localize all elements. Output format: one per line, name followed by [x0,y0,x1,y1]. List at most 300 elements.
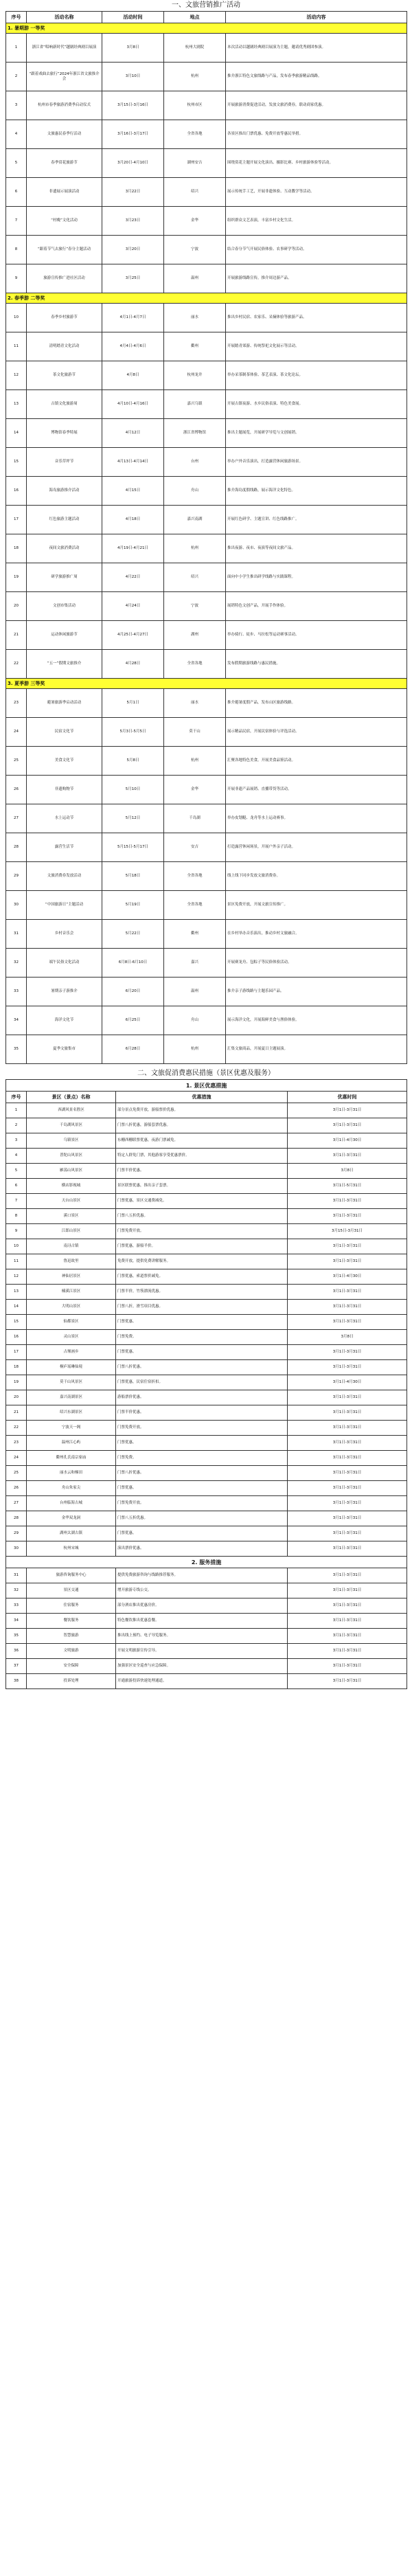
cell-place: 台州 [164,448,226,477]
cell-period: 3月1日-4月30日 [288,1133,407,1149]
cell-content: 推介海岛度假线路，展示海洋文化特色。 [226,477,407,506]
cell-no: 5 [6,149,27,178]
cell-name: 浙江省“唱响新时代”越剧经典剧目展演 [27,34,102,63]
cell-measure: 部分景点免费开放，游船票价优惠。 [116,1103,288,1118]
part-one-heading: 一、文旅营销推广活动 [172,1,240,9]
cell-place: 宁波 [164,592,226,621]
cell-name: 暑期亲子游推介 [27,978,102,1006]
table-row [6,1375,407,1390]
cell-time: 3月20日-4月10日 [102,149,164,178]
table-row [6,1405,407,1421]
cell-name: 投诉处理 [27,1674,116,1689]
cell-measure: 门票优惠。 [116,1436,288,1451]
cell-period: 3月1日-3月31日 [288,1436,407,1451]
cell-measure: 门票优惠，游船半价。 [116,1239,288,1254]
table-row [6,1390,407,1405]
phase-row [6,679,407,689]
cell-no: 31 [6,920,27,949]
cell-period: 3月1日-3月31日 [288,1659,407,1674]
cell-name: 古镇文化旅游周 [27,390,102,419]
cell-period: 3月1日-4月30日 [288,1269,407,1285]
cell-no: 28 [6,833,27,862]
table-row [6,1315,407,1330]
cell-content: 围绕赏花主题开展文化演出、摄影比赛、乡村旅游体验等活动。 [226,149,407,178]
cell-content: 组织群众文艺表演，丰富乡村文化生活。 [226,207,407,236]
cell-content: 举办户外音乐演出，打造露营休闲旅游场景。 [226,448,407,477]
cell-period: 3月1日-3月31日 [288,1315,407,1330]
cell-name: 灵山景区 [27,1330,116,1345]
cell-time: 4月12日 [102,419,164,448]
cell-name: 楠溪江景区 [27,1285,116,1300]
table-row [6,650,407,679]
cell-no: 4 [6,1149,27,1164]
cell-name: 住宿服务 [27,1598,116,1614]
cell-period: 3月8日 [288,1164,407,1179]
cell-place: 湖州安吉 [164,149,226,178]
cell-no: 5 [6,1164,27,1179]
cell-content: 汇集文旅商品，开展夏日主题展演。 [226,1035,407,1064]
cell-measure: 门票优惠，索道票价减免。 [116,1269,288,1285]
cell-period: 3月1日-3月31日 [288,1496,407,1511]
table-row [6,1224,407,1239]
cell-time: 5月22日 [102,920,164,949]
cell-no: 18 [6,534,27,563]
cell-measure: 推出线上预约、电子导览服务。 [116,1629,288,1644]
cell-no: 9 [6,264,27,293]
cell-name: 夜间文旅消费活动 [27,534,102,563]
table-row [6,1149,407,1164]
cell-content: 开展古镇夜游、水乡民俗表演、特色美食展。 [226,390,407,419]
cell-period: 3月1日-3月31日 [288,1300,407,1315]
table-row [6,390,407,419]
table-row [6,1103,407,1118]
cell-content: 汇聚各地特色美食，开展美食品鉴活动。 [226,747,407,776]
cell-name: 神仙居景区 [27,1269,116,1285]
measures-sub-heading: 1. 景区优惠措施 [6,1080,407,1092]
table-row [6,1481,407,1496]
cell-no: 12 [6,361,27,390]
col-time: 活动时间 [102,12,164,23]
cell-no: 14 [6,1300,27,1315]
cell-no: 36 [6,1644,27,1659]
cell-name: 绍兴东湖景区 [27,1405,116,1421]
table-row [6,477,407,506]
cell-measure: 加强景区安全巡查与应急保障。 [116,1659,288,1674]
cell-period: 3月1日-3月31日 [288,1674,407,1689]
part-two-heading: 二、文旅促消费惠民措施（景区优惠及服务） [137,1070,275,1077]
cell-time: 5月3日-5月5日 [102,718,164,747]
cell-name: 非遗购物节 [27,776,102,804]
cell-content: 展示精品民宿，开展民宿体验与评选活动。 [226,718,407,747]
cell-period: 3月1日-3月31日 [288,1541,407,1557]
measures-table [5,1079,407,1689]
activities-table [5,11,407,1064]
table-row [6,361,407,390]
cell-name: 雁荡山风景区 [27,1164,116,1179]
cell-period: 3月1日-3月31日 [288,1360,407,1375]
cell-name: 舟山朱家尖 [27,1481,116,1496]
cell-no: 16 [6,477,27,506]
cell-name: 杭州市春季旅游消费季启动仪式 [27,91,102,120]
cell-name: 水上运动节 [27,804,102,833]
cell-name: 茶文化旅游节 [27,361,102,390]
cell-period: 3月1日-3月31日 [288,1239,407,1254]
cell-place: 衢州 [164,332,226,361]
cell-period: 3月1日-3月31日 [288,1598,407,1614]
table-row [6,1598,407,1614]
cell-name: “村晚”文化活动 [27,207,102,236]
table-row [6,1209,407,1224]
measures-section-row-2 [6,1557,407,1568]
table-row [6,1436,407,1451]
cell-name: 音乐草坪节 [27,448,102,477]
cell-content: 景区免费开放，开展文旅宣传推广。 [226,891,407,920]
cell-measure: 门票免费开放。 [116,1496,288,1511]
cell-period: 3月1日-3月31日 [288,1583,407,1598]
cell-name: 金华双龙洞 [27,1511,116,1526]
cell-place: 全省各地 [164,120,226,149]
cell-time: 5月10日 [102,776,164,804]
cell-name: 江郎山景区 [27,1224,116,1239]
cell-name: 研学旅游推广周 [27,563,102,592]
cell-measure: 增开旅游专线公交。 [116,1583,288,1598]
table-row [6,833,407,862]
phase-title: 1. 暑期游 一等奖 [6,23,407,34]
cell-measure: 门票优惠。 [116,1345,288,1360]
cell-place: 舟山 [164,1006,226,1035]
cell-place: 全省各地 [164,650,226,679]
cell-measure: 门票优惠，民宿住宿折扣。 [116,1375,288,1390]
table-row [6,776,407,804]
cell-name: 清明踏青文化活动 [27,332,102,361]
table-row [6,862,407,891]
cell-name: 智慧旅游 [27,1629,116,1644]
cell-time: 3月22日 [102,178,164,207]
cell-place: 安吉 [164,833,226,862]
cell-measure: 门票八折优惠，游船套票优惠。 [116,1118,288,1133]
cell-no: 23 [6,1436,27,1451]
cell-time: 4月25日-4月27日 [102,621,164,650]
cell-measure: 门票半价，竹筏漂流优惠。 [116,1285,288,1300]
cell-measure: 景区联票优惠，推出亲子套票。 [116,1179,288,1194]
cell-content: 开展旅游消费促进活动，发放文旅消费券，联动商家优惠。 [226,91,407,120]
cell-time: 4月24日 [102,592,164,621]
cell-period: 3月1日-3月31日 [288,1194,407,1209]
cell-no: 13 [6,390,27,419]
cell-no: 21 [6,1405,27,1421]
cell-no: 17 [6,506,27,534]
cell-name: “跟着节气去旅行”春分主题活动 [27,236,102,264]
cell-period: 3月1日-3月31日 [288,1254,407,1269]
cell-period: 3月8日 [288,1330,407,1345]
table-row [6,448,407,477]
cell-content: 推介避暑度假产品，发布山区旅游线路。 [226,689,407,718]
cell-name: 旅游宣传推广进社区活动 [27,264,102,293]
measures-section-row-1 [6,1080,407,1092]
table-row [6,34,407,63]
table-row [6,1496,407,1511]
table-row [6,120,407,149]
cell-period: 3月1日-3月31日 [288,1118,407,1133]
cell-measure: 门票免费开放。 [116,1421,288,1436]
cell-time: 3月15日-3月16日 [102,91,164,120]
cell-no: 35 [6,1629,27,1644]
cell-place: 舟山 [164,477,226,506]
table-row [6,1118,407,1133]
cell-time: 3月20日 [102,236,164,264]
cell-measure: 门票优惠，景区交通费减免。 [116,1194,288,1209]
cell-name: 美食文化节 [27,747,102,776]
cell-period: 3月1日-3月31日 [288,1568,407,1583]
cell-content: 打造露营休闲场景，开展户外亲子活动。 [226,833,407,862]
table-row [6,1674,407,1689]
cell-no: 1 [6,34,27,63]
cell-name: 安全保障 [27,1659,116,1674]
cell-name: 旅游咨询服务中心 [27,1568,116,1583]
cell-no: 15 [6,448,27,477]
cell-name: 丽水云和梯田 [27,1466,116,1481]
cell-no: 32 [6,1583,27,1598]
cell-time: 5月15日-5月17日 [102,833,164,862]
cell-no: 24 [6,1451,27,1466]
table-row [6,1421,407,1436]
cell-name: 春季乡村旅游节 [27,304,102,332]
cell-name: 横店影视城 [27,1179,116,1194]
cell-no: 18 [6,1360,27,1375]
cell-time: 4月4日-4月6日 [102,332,164,361]
cell-time: 6月28日 [102,1035,164,1064]
cell-no: 33 [6,978,27,1006]
cell-place: 杭州龙井 [164,361,226,390]
cell-no: 8 [6,236,27,264]
table-row [6,949,407,978]
cell-no: 6 [6,178,27,207]
cell-content: 开展踏青郊游、传统祭祀文化展示等活动。 [226,332,407,361]
table-row [6,419,407,448]
cell-no: 1 [6,1103,27,1118]
cell-no: 7 [6,1194,27,1209]
table-row [6,1239,407,1254]
cell-time: 6月25日 [102,1006,164,1035]
cell-no: 20 [6,592,27,621]
cell-name: 海岛旅游推介活动 [27,477,102,506]
cell-place: 绍兴 [164,563,226,592]
cell-no: 3 [6,1133,27,1149]
cell-name: “中国旅游日”主题活动 [27,891,102,920]
table-row [6,1345,407,1360]
cell-measure: 门票优惠。 [116,1526,288,1541]
cell-place: 温州 [164,978,226,1006]
cell-measure: 门票八折优惠。 [116,1466,288,1481]
cell-period: 3月1日-3月31日 [288,1390,407,1405]
cell-no: 24 [6,718,27,747]
cell-period: 3月1日-4月30日 [288,1375,407,1390]
cell-name: 天台山景区 [27,1194,116,1209]
cell-no: 10 [6,304,27,332]
cell-content: 展示传统手工艺，开展非遗体验、互动教学等活动。 [226,178,407,207]
cell-period: 3月1日-3月31日 [288,1526,407,1541]
cell-name: 湖州太湖古镇 [27,1526,116,1541]
cell-content: 举办采茶制茶体验、茶艺表演、茶文化论坛。 [226,361,407,390]
cell-name: 文明旅游 [27,1644,116,1659]
cell-content: 举办骑行、徒步、马拉松等运动赛事活动。 [226,621,407,650]
table-row [6,1133,407,1149]
table-row [6,506,407,534]
cell-no: 14 [6,419,27,448]
cell-measure: 游船票价优惠。 [116,1390,288,1405]
table-row [6,1006,407,1035]
cell-name: 民宿文化节 [27,718,102,747]
cell-name: 杭州宋城 [27,1541,116,1557]
col-no: 序号 [6,1092,27,1103]
cell-time: 3月16日-3月17日 [102,120,164,149]
cell-measure: 门票八五折优惠。 [116,1209,288,1224]
cell-name: 红色旅游主题活动 [27,506,102,534]
cell-no: 8 [6,1209,27,1224]
cell-name: 非遗展示展演活动 [27,178,102,207]
table-row [6,804,407,833]
cell-content: 开展红色研学、主题宣讲、红色线路推广。 [226,506,407,534]
cell-no: 35 [6,1035,27,1064]
cell-period: 3月1日-5月31日 [288,1179,407,1194]
cell-measure: 演出票价优惠。 [116,1541,288,1557]
cell-no: 27 [6,1496,27,1511]
cell-no: 12 [6,1269,27,1285]
cell-time: 3月10日 [102,63,164,91]
cell-time: 4月28日 [102,650,164,679]
cell-name: 春季赏花旅游节 [27,149,102,178]
cell-name: 海洋文化节 [27,1006,102,1035]
cell-period: 3月1日-3月31日 [288,1209,407,1224]
table-row [6,689,407,718]
cell-name: 乌镇景区 [27,1133,116,1149]
cell-period: 3月1日-3月31日 [288,1345,407,1360]
table-row [6,621,407,650]
cell-no: 2 [6,63,27,91]
table-row [6,1526,407,1541]
cell-no: 7 [6,207,27,236]
table-row [6,1451,407,1466]
cell-place: 嘉兴南湖 [164,506,226,534]
measures-sub-heading-2: 2. 服务措施 [6,1557,407,1568]
cell-name: 仙都景区 [27,1315,116,1330]
cell-content: 面向中小学生推出研学线路与实践课程。 [226,563,407,592]
cell-measure: 部分酒店推出优惠房价。 [116,1598,288,1614]
table-row [6,1583,407,1598]
cell-period: 3月1日-3月31日 [288,1481,407,1496]
cell-time: 4月10日-4月16日 [102,390,164,419]
cell-place: 衢州 [164,920,226,949]
col-no: 序号 [6,12,27,23]
cell-measure: 门票八折，滑雪项目优惠。 [116,1300,288,1315]
cell-time: 4月18日 [102,506,164,534]
cell-name: 普陀山风景区 [27,1149,116,1164]
cell-measure: 门票优惠。 [116,1481,288,1496]
table-row [6,91,407,120]
cell-name: 夏季文旅集市 [27,1035,102,1064]
cell-measure: 门票免费。 [116,1451,288,1466]
table-row [6,1629,407,1644]
cell-content: 推出夜游、夜市、夜演等夜间文旅产品。 [226,534,407,563]
cell-content: 在乡村举办音乐演出，推动乡村文旅融合。 [226,920,407,949]
measures-header-row [6,1092,407,1103]
cell-place: 绍兴 [164,178,226,207]
cell-name: 鲁迅故里 [27,1254,116,1269]
table-row [6,1194,407,1209]
cell-time: 4月15日 [102,477,164,506]
cell-time: 5月19日 [102,891,164,920]
cell-content: 开展赛龙舟、包粽子等民俗体验活动。 [226,949,407,978]
cell-no: 11 [6,332,27,361]
cell-no: 38 [6,1674,27,1689]
cell-no: 13 [6,1285,27,1300]
cell-no: 23 [6,689,27,718]
table-row [6,178,407,207]
cell-no: 22 [6,650,27,679]
cell-period: 3月1日-3月31日 [288,1511,407,1526]
col-content: 活动内容 [226,12,407,23]
cell-time: 6月8日-6月10日 [102,949,164,978]
cell-name: 运动休闲旅游节 [27,621,102,650]
table-row [6,1254,407,1269]
cell-time: 6月20日 [102,978,164,1006]
cell-content: 展示海洋文化，开展海鲜美食与渔俗体验。 [226,1006,407,1035]
cell-measure: 门票半价优惠。 [116,1405,288,1421]
cell-name: 台州临海古城 [27,1496,116,1511]
cell-no: 34 [6,1614,27,1629]
cell-place: 千岛湖 [164,804,226,833]
cell-time: 5月18日 [102,862,164,891]
table-row [6,1568,407,1583]
cell-name: 露营生活节 [27,833,102,862]
cell-no: 25 [6,747,27,776]
cell-place: 嘉兴乌镇 [164,390,226,419]
cell-name: 莫干山风景区 [27,1375,116,1390]
cell-name: 宁波天一阁 [27,1421,116,1436]
cell-time: 4月1日-4月7日 [102,304,164,332]
table-row [6,592,407,621]
cell-place: 全省各地 [164,891,226,920]
cell-no: 26 [6,776,27,804]
cell-name: 千岛湖风景区 [27,1118,116,1133]
cell-name: “跟着戏曲去旅行”2024年浙江省文旅推介会 [27,63,102,91]
cell-period: 3月1日-3月31日 [288,1421,407,1436]
cell-no: 29 [6,1526,27,1541]
cell-no: 19 [6,563,27,592]
cell-measure: 特色餐饮推出优惠套餐。 [116,1614,288,1629]
cell-name: 文旅消费券发放活动 [27,862,102,891]
cell-no: 37 [6,1659,27,1674]
cell-place: 宁波 [164,236,226,264]
cell-name: 博物馆春季特展 [27,419,102,448]
cell-content: 发布假期旅游线路与惠民措施。 [226,650,407,679]
table-row [6,1035,407,1064]
col-name: 活动名称 [27,12,102,23]
cell-no: 30 [6,1541,27,1557]
phase-row [6,23,407,34]
cell-no: 33 [6,1598,27,1614]
cell-no: 2 [6,1118,27,1133]
cell-measure: 提供免费旅游咨询与线路推荐服务。 [116,1568,288,1583]
table-row [6,1659,407,1674]
cell-measure: 门票半价优惠。 [116,1164,288,1179]
cell-no: 15 [6,1315,27,1330]
cell-no: 26 [6,1481,27,1496]
cell-period: 3月15日-3月31日 [288,1224,407,1239]
table-row [6,1179,407,1194]
cell-period: 3月1日-3月31日 [288,1405,407,1421]
cell-name: 溪口景区 [27,1209,116,1224]
